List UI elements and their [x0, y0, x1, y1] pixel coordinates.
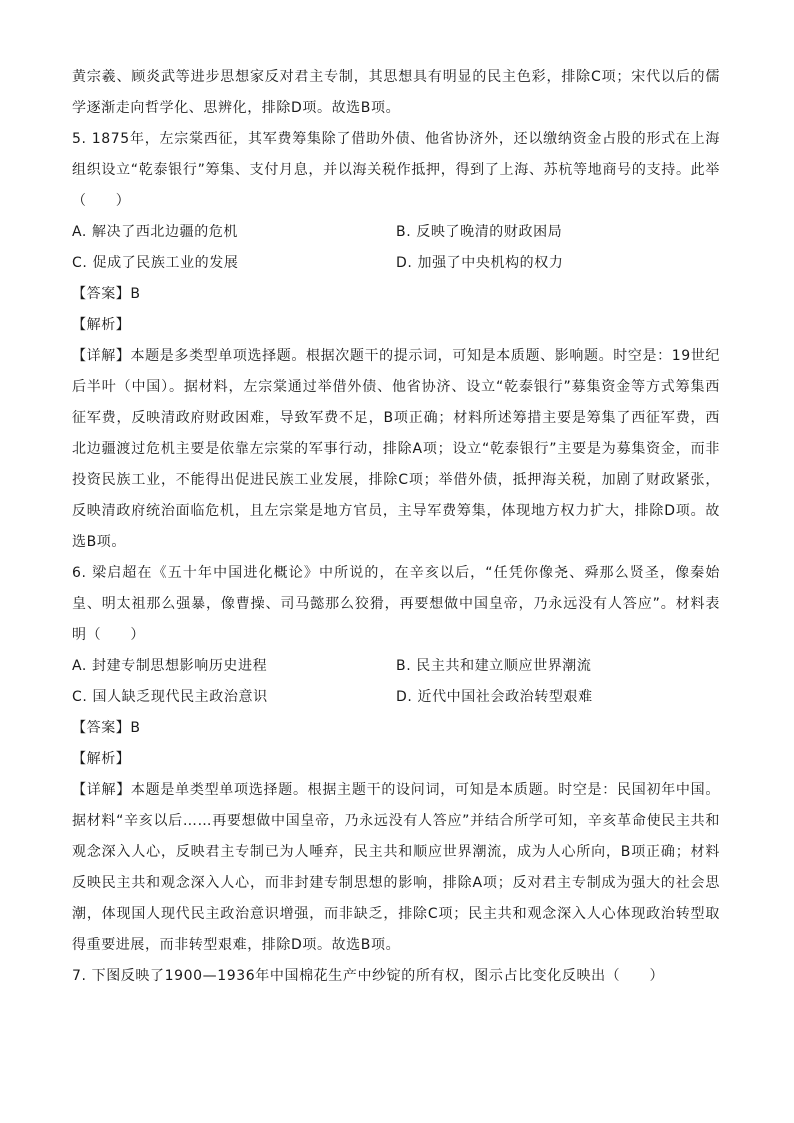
option-b: B. 民主共和建立顺应世界潮流: [396, 658, 592, 674]
option-d: D. 加强了中央机构的权力: [396, 255, 564, 271]
detail-paragraph: [72, 775, 720, 961]
options-row: [72, 682, 720, 713]
option-a: A. 解决了西北边疆的危机: [72, 224, 239, 240]
answer-value: B: [130, 286, 141, 302]
detail-text: 本题是单类型单项选择题。根据主题干的设问词，可知是本质题。时空是：民国初年中国。据材料“辛亥以后……再要想做中国皇帝，乃永远没有人答应”并结合所学可知，辛亥革命使民主共和观念深入人心，反映君主专制已为人唾弃，民主共和顺应世界潮流，成为人心所向，B项正确；材料反映民主共和观念深入人心，而非封建专制思想的影响，排除A项；反对君主专制成为强大的社会思潮，体现国人现代民主政治意识增强，而非缺乏，排除C项；民主共和观念深入人心体现政治转型取得重要进展，而非转型艰难，排除D项。故选B项。: [72, 782, 720, 953]
option-c: C. 国人缺乏现代民主政治意识: [72, 689, 268, 705]
answer-label: 【答案】: [72, 286, 131, 302]
question-stem: 5. 1875年，左宗棠西征，其军费筹集除了借助外债、他省协济外，还以缴纳资金占股的形式在上海组织设立“乾泰银行”筹集、支付月息，并以海关税作抵押，得到了上海、苏杭等地商号的支持。此举（ ）: [72, 131, 720, 209]
option-b: B. 反映了晚清的财政困局: [396, 224, 563, 240]
document-page: [72, 62, 720, 992]
analysis-label: 【解析】: [72, 751, 131, 767]
options-row: [72, 248, 720, 279]
question-7: [72, 961, 720, 992]
previous-analysis-tail: 黄宗羲、顾炎武等进步思想家反对君主专制，其思想具有明显的民主色彩，排除C项；宋代以后的儒学逐渐走向哲学化、思辨化，排除D项。故选B项。: [72, 69, 720, 116]
detail-text: 本题是多类型单项选择题。根据次题干的提示词，可知是本质题、影响题。时空是：19世纪后半叶（中国）。据材料，左宗棠通过举借外债、他省协济、设立“乾泰银行”募集资金等方式筹集西征军费，反映清政府财政困难，导致军费不足，B项正确；材料所述筹措主要是筹集了西征军费，西北边疆渡过危机主要是依靠左宗棠的军事行动，排除A项；设立“乾泰银行”主要是为募集资金，而非投资民族工业，不能得出促进民族工业发展，排除C项；举借外债，抵押海关税，加剧了财政紧张，反映清政府统治面临危机，且左宗棠是地方官员，主导军费筹集，体现地方权力扩大，排除D项。故选B项。: [72, 348, 720, 550]
question-5: [72, 124, 720, 558]
option-d: D. 近代中国社会政治转型艰难: [396, 689, 593, 705]
detail-label: 【详解】: [72, 348, 131, 364]
answer-line: [72, 279, 720, 310]
analysis-label: 【解析】: [72, 317, 131, 333]
question-stem: 6. 梁启超在《五十年中国进化概论》中所说的，在辛亥以后，“任凭你像尧、舜那么贤圣，像秦始皇、明太祖那么强暴，像曹操、司马懿那么狡猾，再要想做中国皇帝，乃永远没有人答应”。材料表明（ ）: [72, 565, 720, 643]
option-c: C. 促成了民族工业的发展: [72, 255, 239, 271]
option-a: A. 封建专制思想影响历史进程: [72, 658, 268, 674]
answer-line: [72, 713, 720, 744]
detail-label: 【详解】: [72, 782, 131, 798]
answer-label: 【答案】: [72, 720, 131, 736]
question-stem: 7. 下图反映了1900—1936年中国棉花生产中纱锭的所有权，图示占比变化反映出（ ）: [72, 968, 665, 984]
answer-value: B: [130, 720, 141, 736]
detail-paragraph: [72, 341, 720, 558]
question-6: [72, 558, 720, 961]
options-row: [72, 217, 720, 248]
options-row: [72, 651, 720, 682]
